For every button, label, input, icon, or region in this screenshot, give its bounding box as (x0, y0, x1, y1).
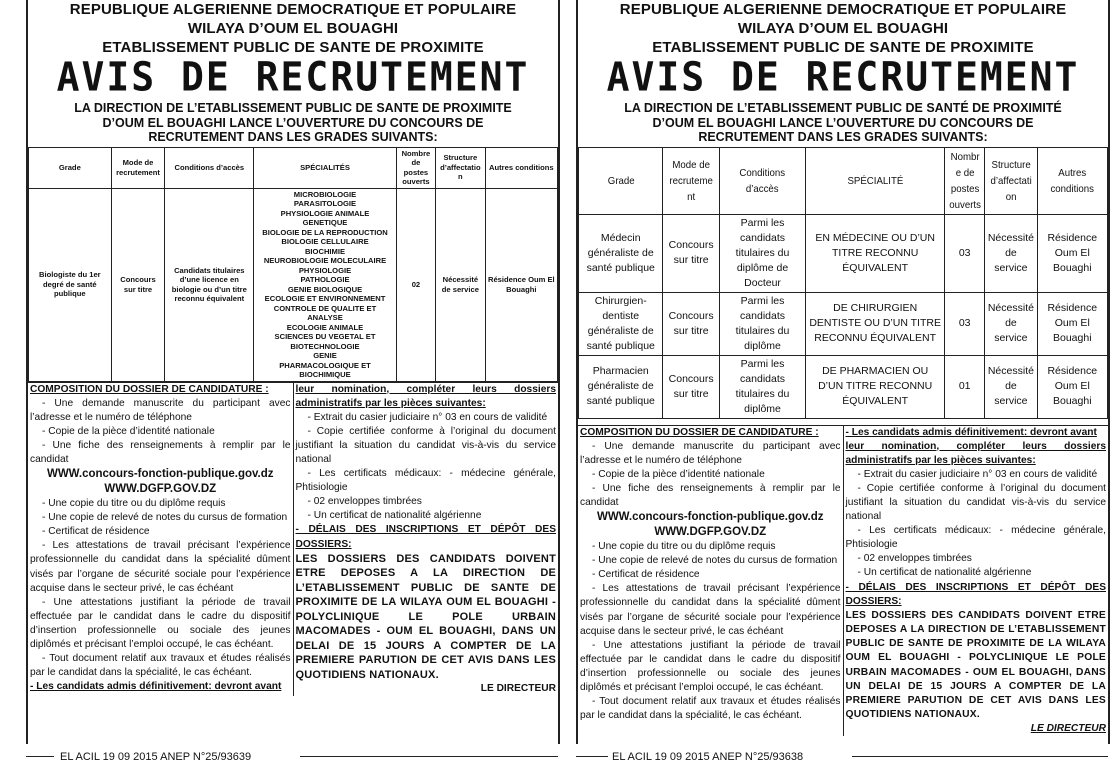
cell-grade: Chirurgien-dentiste généraliste de santé publique (579, 292, 663, 355)
cell-structure: Nécessité de service (985, 355, 1037, 418)
cell-autres: Résidence Oum El Bouaghi (1037, 355, 1107, 418)
specialite-item: PHYSIOLOGIE (298, 265, 352, 275)
cell-structure: Nécessité de service (985, 292, 1037, 355)
specialite-item: MICROBIOLOGIE (293, 189, 357, 199)
dossier-item: - Copie de la pièce d’identité nationale (42, 425, 215, 437)
deadline-heading: - DÉLAIS DES INSCRIPTIONS ET DÉPÔT DES DOSSIERS: (845, 581, 1106, 607)
signature: LE DIRECTEUR (1030, 723, 1106, 735)
specialite-item: PHARMACOLOGIQUE ET BIOCHIMIQUE (279, 360, 371, 379)
recruitment-table (578, 147, 1108, 419)
website-link[interactable]: WWW.concours-fonction-publique.gov.dz (596, 511, 824, 524)
intro-text (584, 101, 1102, 145)
cell-specialites (254, 188, 397, 381)
cell-conditions: Parmi les candidats titulaires du diplôme de Docteur (719, 214, 805, 292)
specialite-item: SCIENCES DU VEGETAL ET (274, 332, 376, 341)
specialite-item: PARASITOLOGIE (293, 199, 357, 208)
table-row (579, 292, 1108, 355)
website-link[interactable]: WWW.concours-fonction-publique.gov.dz (46, 468, 274, 481)
admin-documents-heading: leur nomination, compléter leurs dossiers administratifs par les pièces suivantes: (845, 440, 1106, 466)
dossier-columns (578, 425, 1108, 737)
table-header: Grade (582, 147, 660, 214)
deadline-heading: - DÉLAIS DES INSCRIPTIONS ET DÉPÔT DES DOSSIERS: (295, 524, 556, 550)
specialite-item: GENIE BIOLOGIQUE (287, 284, 363, 294)
table-header: Nombre de postes ouverts (946, 147, 983, 214)
footer-rule (300, 756, 558, 757)
table-header: Mode de recrutement (111, 147, 165, 188)
dossier-item: - Certificat de résidence (42, 526, 150, 538)
cell-grade: Pharmacien généraliste de santé publique (579, 355, 663, 418)
footer-rule (576, 756, 608, 757)
admin-item: - Copie certifiée conforme à l’original du document justifiant la situation du candidat vis-à-vis du service national (845, 482, 1106, 523)
recruitment-notice-biologist (26, 0, 560, 744)
header-line-1: REPUBLIQUE ALGERIENNE DEMOCRATIQUE ET POPULAIRE (69, 1, 517, 18)
intro-line-3: RECRUTEMENT DANS LES GRADES SUIVANTS: (148, 130, 438, 144)
signature: LE DIRECTEUR (480, 683, 556, 695)
cell-specialite: EN MÉDECINE OU D’UN TITRE RECONNU ÉQUIVALENT (806, 214, 945, 292)
dossier-item: - Une demande manuscrite du participant avec l’adresse et le numéro de téléphone (30, 397, 291, 423)
footer-rule (26, 756, 54, 757)
specialite-item: BIOCHIMIE (304, 246, 346, 256)
admin-documents-heading: leur nomination, compléter leurs dossiers administratifs par les pièces suivantes: (295, 383, 556, 409)
footer-rule (852, 756, 1108, 757)
deadline-body: LES DOSSIERS DES CANDIDATS DOIVENT ETRE DEPOSES A LA DIRECTION DE L’ETABLISSEMENT PUBLIC DE SANTE DE PROXIMITE DE LA WILAYA OUM EL BOUAGHI - POLYCLINIQUE LE POLE URBAIN MACOMADES - OUM EL BOUAGHI, DANS UN DELAI DE 15 JOURS A COMPTER DE LA PREMIERE PARUTION DE CET AVIS DANS LES QUOTIDIENS NATIONAUX. (295, 552, 556, 681)
table-header: SPÉCIALITÉ (811, 147, 939, 214)
dossier-columns (28, 382, 558, 697)
table-header: Conditions d’accès (723, 147, 803, 214)
header-line-3: ETABLISSEMENT PUBLIC DE SANTE DE PROXIMITE (652, 39, 1034, 56)
specialite-item: NEUROBIOLOGIE MOLECULAIRE (263, 256, 387, 265)
specialite-item: PHYSIOLOGIE ANIMALE (280, 208, 370, 218)
table-header-row (579, 147, 1108, 214)
notice-title: AVIS DE RECRUTEMENT (56, 53, 530, 101)
specialite-item: CONTROLE DE QUALITE ET ANALYSE (273, 303, 377, 322)
header-line-1: REPUBLIQUE ALGERIENNE DEMOCRATIQUE ET POPULAIRE (619, 1, 1067, 18)
table-header: Nombre de postes ouverts (396, 147, 435, 188)
table-header: Conditions d’accès (165, 147, 254, 188)
admin-item: - Copie certifiée conforme à l’original du document justifiant la situation du candidat vis-à-vis du service national (295, 425, 556, 465)
table-header: Mode de recrutement (665, 147, 717, 214)
cell-autres: Résidence Oum El Bouaghi (1037, 214, 1107, 292)
table-header: Structure d’affectation (987, 147, 1035, 214)
dossier-item: - Une attestations justifiant la période de travail effectuée par le candidat dans le cadre du dispositif d’insertion professionnelle ou sociale des jeunes diplômés et précisant l’emploi occupé, le cas échéant. (30, 596, 291, 650)
cell-mode: Concours sur titre (663, 355, 719, 418)
publication-footer: EL ACIL 19 09 2015 ANEP N°25/93639 (60, 751, 252, 763)
dossier-item: - Tout document relatif aux travaux et études réalisés par le candidat dans la spécialité, le cas échéant. (580, 696, 841, 722)
cell-autres: Résidence Oum El Bouaghi (485, 188, 557, 381)
header-line-2: WILAYA D’OUM EL BOUAGHI (737, 20, 949, 37)
dossier-item: - Une copie du titre ou du diplôme requis (42, 498, 226, 510)
intro-line-1: LA DIRECTION DE L’ETABLISSEMENT PUBLIC DE SANTÉ DE PROXIMITÉ (624, 101, 1062, 115)
dossier-left-column (578, 426, 844, 737)
admin-item: - Extrait du casier judiciaire n° 03 en cours de validité (307, 411, 548, 423)
cell-mode: Concours sur titre (663, 214, 719, 292)
table-row (29, 188, 558, 381)
cell-grade: Biologiste du 1er degré de santé publique (29, 188, 112, 381)
cell-specialite: DE CHIRURGIEN DENTISTE OU D’UN TITRE RECONNU ÉQUIVALENT (806, 292, 945, 355)
specialite-item: BIOTECHNOLOGIE (290, 341, 360, 351)
cell-conditions: Parmi les candidats titulaires du diplôme (719, 355, 805, 418)
dossier-item: - Une fiche des renseignements à remplir par le candidat (30, 439, 291, 465)
table-header-row (29, 147, 558, 188)
dossier-heading: COMPOSITION DU DOSSIER DE CANDIDATURE : (580, 426, 819, 438)
specialite-item: BIOLOGIE DE LA REPRODUCTION (262, 227, 388, 237)
recruitment-notice-medical (576, 0, 1110, 744)
dossier-item: - Une demande manuscrite du participant avec l’adresse et le numéro de téléphone (580, 440, 841, 466)
cell-mode: Concours sur titre (663, 292, 719, 355)
intro-line-1: LA DIRECTION DE L’ETABLISSEMENT PUBLIC DE SANTE DE PROXIMITE (74, 101, 512, 115)
dossier-item: - Une copie de relevé de notes du cursus de formation (592, 555, 838, 567)
admin-item: - Extrait du casier judiciaire n° 03 en cours de validité (857, 468, 1098, 480)
dossier-right-column (844, 426, 1109, 737)
specialite-item: PATHOLOGIE (300, 275, 350, 284)
admin-item: - Un certificat de nationalité algérienne (307, 510, 482, 522)
admin-item: - 02 enveloppes timbrées (857, 553, 972, 565)
website-link[interactable]: WWW.DGFP.GOV.DZ (104, 483, 217, 496)
cell-structure: Nécessité de service (985, 214, 1037, 292)
dossier-item: - Une copie du titre ou du diplôme requis (592, 541, 776, 553)
specialite-item: BIOLOGIE CELLULAIRE (281, 237, 369, 246)
dossier-item: - Copie de la pièce d’identité nationale (592, 468, 765, 480)
notice-title: AVIS DE RECRUTEMENT (606, 53, 1080, 101)
dossier-left-column (28, 383, 294, 697)
table-row (579, 355, 1108, 418)
cell-postes: 03 (945, 214, 985, 292)
specialite-item: ECOLOGIE ANIMALE (286, 322, 364, 332)
dossier-right-column (294, 383, 559, 697)
dossier-item: - Une copie de relevé de notes du cursus de formation (42, 512, 288, 524)
cell-mode: Concours sur titre (111, 188, 165, 381)
cell-postes: 02 (396, 188, 435, 381)
dossier-item: - Une attestations justifiant la période de travail effectuée par le candidat dans le cadre du dispositif d’insertion professionnelle ou sociale des jeunes diplômés et précisant l’emploi occupé, le cas échéant. (580, 639, 841, 693)
intro-text (34, 101, 552, 145)
dossier-heading: COMPOSITION DU DOSSIER DE CANDIDATURE : (30, 383, 269, 395)
website-link[interactable]: WWW.DGFP.GOV.DZ (654, 526, 767, 539)
specialite-item: GENETIQUE (302, 218, 348, 227)
header-line-2: WILAYA D’OUM EL BOUAGHI (187, 20, 399, 37)
table-header: Autres conditions (1040, 147, 1105, 214)
dossier-item: - Certificat de résidence (592, 569, 700, 581)
cell-postes: 03 (945, 292, 985, 355)
specialite-item: GENIE (313, 351, 337, 360)
table-header: Grade (29, 147, 112, 188)
admin-item: - Les certificats médicaux: - médecine générale, Phtisiologie (845, 525, 1106, 551)
cell-autres: Résidence Oum El Bouaghi (1037, 292, 1107, 355)
cell-conditions: Candidats titulaires d’une licence en biologie ou d’un titre reconnu équivalent (165, 188, 254, 381)
dossier-item: - Une fiche des renseignements à remplir par le candidat (580, 482, 841, 508)
cell-grade: Médecin généraliste de santé publique (579, 214, 663, 292)
specialite-item: ECOLOGIE ET ENVIRONNEMENT (264, 294, 386, 303)
intro-line-3: RECRUTEMENT DANS LES GRADES SUIVANTS: (698, 130, 988, 144)
cell-postes: 01 (945, 355, 985, 418)
admin-item: - Les certificats médicaux: - médecine générale, Phtisiologie (295, 468, 556, 494)
table-row (579, 214, 1108, 292)
dossier-item: - Tout document relatif aux travaux et études réalisés par le candidat dans la spécialité, le cas échéant. (30, 653, 291, 679)
cell-conditions: Parmi les candidats titulaires du diplôme (719, 292, 805, 355)
admitted-candidates-note: - Les candidats admis définitivement: devront avant (845, 426, 1097, 438)
table-header: Structure d’affectation (436, 147, 486, 188)
intro-line-2: D’OUM EL BOUAGHI LANCE L’OUVERTURE DU CONCOURS DE (102, 115, 484, 130)
recruitment-table (28, 147, 558, 382)
admin-item: - Un certificat de nationalité algérienne (857, 567, 1032, 579)
deadline-body: LES DOSSIERS DES CANDIDATS DOIVENT ETRE DEPOSES A LA DIRECTION DE L’ETABLISSEMENT PUBLIC DE SANTE DE PROXIMITE DE LA WILAYA OUM EL BOUAGHI - POLYCLINIQUE LE POLE URBAIN MACOMADES - OUM EL BOUAGHI, DANS UN DELAI DE 15 JOURS A COMPTER DE LA PREMIERE PARUTION DE CET AVIS DANS LES QUOTIDIENS NATIONAUX. (845, 609, 1106, 721)
admitted-candidates-note: - Les candidats admis définitivement: devront avant (30, 681, 282, 693)
admin-item: - 02 enveloppes timbrées (307, 496, 422, 508)
table-header: SPÉCIALITÉS (254, 147, 397, 188)
header-line-3: ETABLISSEMENT PUBLIC DE SANTE DE PROXIMITE (102, 39, 484, 56)
dossier-item: - Les attestations de travail précisant l’expérience professionnelle du candidat dans la spécialité dûment visés par l’organe de sécurité sociale pour l’expérience acquise dans le secteur privé, le cas échéant (580, 583, 841, 637)
cell-structure: Nécessité de service (436, 188, 486, 381)
intro-line-2: D’OUM EL BOUAGHI LANCE L’OUVERTURE DU CONCOURS DE (652, 115, 1034, 130)
table-header: Autres conditions (485, 147, 557, 188)
cell-specialite: DE PHARMACIEN OU D’UN TITRE RECONNU ÉQUIVALENT (806, 355, 945, 418)
dossier-item: - Les attestations de travail précisant l’expérience professionnelle du candidat dans la spécialité dûment visés par l’organe de sécurité sociale pour l’expérience acquise dans le secteur privé, le cas échéant (30, 540, 291, 594)
publication-footer: EL ACIL 19 09 2015 ANEP N°25/93638 (612, 751, 804, 763)
